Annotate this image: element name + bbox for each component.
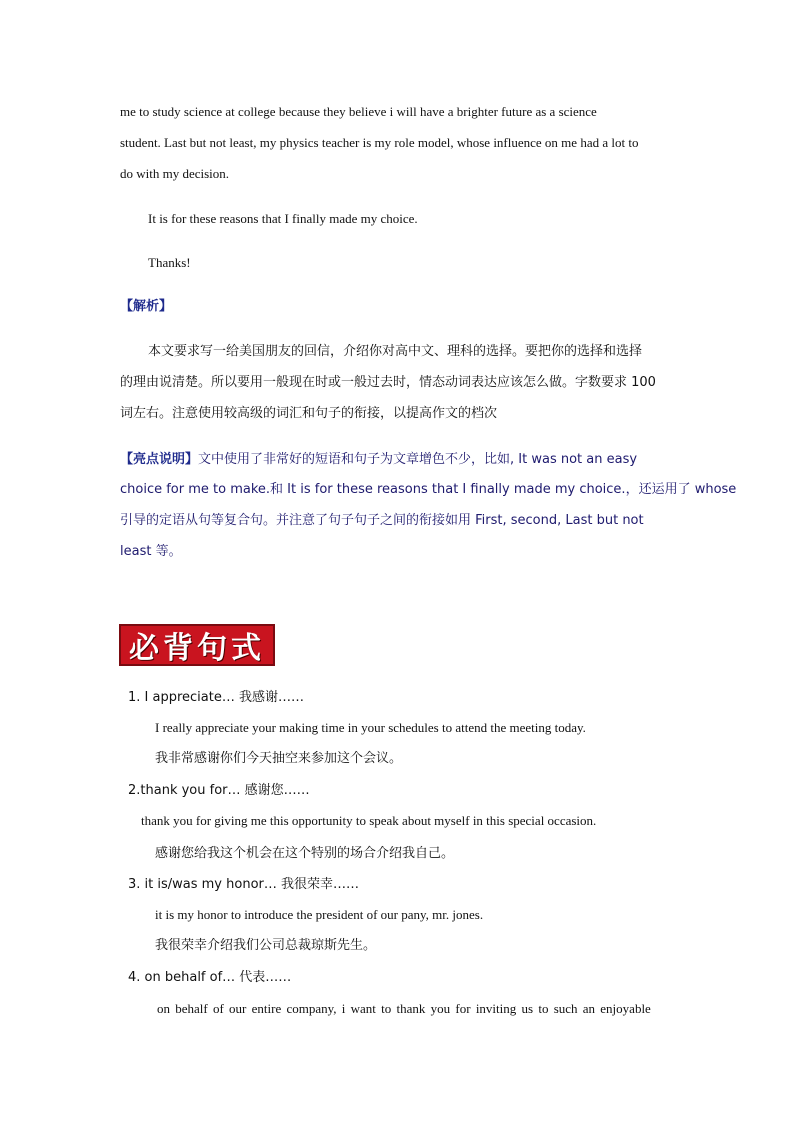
pattern-2-example-cn: 感谢您给我这个机会在这个特别的场合介绍我自己。 (155, 846, 455, 861)
pattern-1-heading: 1. I appreciate… 我感谢…… (128, 690, 304, 705)
analysis-tag: 【解析】 (120, 299, 173, 314)
highlights-line-1 (120, 450, 637, 469)
analysis-line-3: 词左右。注意使用较高级的词汇和句子的衔接，以提高作文的档次 (120, 406, 498, 421)
pattern-2-heading: 2.thank you for… 感谢您…… (128, 783, 310, 798)
letter-thanks: Thanks! (148, 255, 191, 270)
pattern-1-example-en: I really appreciate your making time in your schedules to attend the meeting today. (155, 720, 586, 735)
highlights-line-3: 引导的定语从句等复合句。并注意了句子句子之间的衔接如用 First, second, Last but not (120, 513, 644, 528)
highlights-line-2: choice for me to make.和 It is for these reasons that I finally made my choice.，还运用了 whose (120, 482, 737, 497)
highlights-line-4: least 等。 (120, 544, 182, 559)
pattern-2-example-en: thank you for giving me this opportunity to speak about myself in this special occasion. (141, 813, 597, 828)
pattern-4-example-en: on behalf of our entire company, i want to thank you for inviting us to such an enjoyable (157, 1001, 651, 1016)
analysis-line-2: 的理由说清楚。所以要用一般现在时或一般过去时，情态动词表达应该怎么做。字数要求 100 (120, 375, 656, 390)
pattern-3-example-en: it is my honor to introduce the president of our pany, mr. jones. (155, 907, 484, 922)
highlights-line-1-text: 文中使用了非常好的短语和句子为文章增色不少，比如, It was not an easy (198, 452, 638, 467)
pattern-4-heading: 4. on behalf of… 代表…… (128, 970, 292, 985)
letter-line-2: student. Last but not least, my physics teacher is my role model, whose influence on me had a lot to (120, 135, 639, 150)
highlights-tag: 【亮点说明】 (120, 452, 199, 467)
section-banner-title: 必背句式 (129, 631, 265, 666)
section-banner (119, 624, 275, 666)
letter-line-1: me to study science at college because they believe i will have a brighter future as a science (120, 104, 597, 119)
pattern-3-heading: 3. it is/was my honor… 我很荣幸…… (128, 877, 359, 892)
pattern-3-example-cn: 我很荣幸介绍我们公司总裁琼斯先生。 (155, 938, 377, 953)
letter-closing-sentence: It is for these reasons that I finally made my choice. (148, 211, 418, 226)
pattern-1-example-cn: 我非常感谢你们今天抽空来参加这个会议。 (155, 751, 403, 766)
analysis-line-1: 本文要求写一给美国朋友的回信，介绍你对高中文、理科的选择。要把你的选择和选择 (148, 344, 643, 359)
letter-line-3: do with my decision. (120, 166, 230, 181)
